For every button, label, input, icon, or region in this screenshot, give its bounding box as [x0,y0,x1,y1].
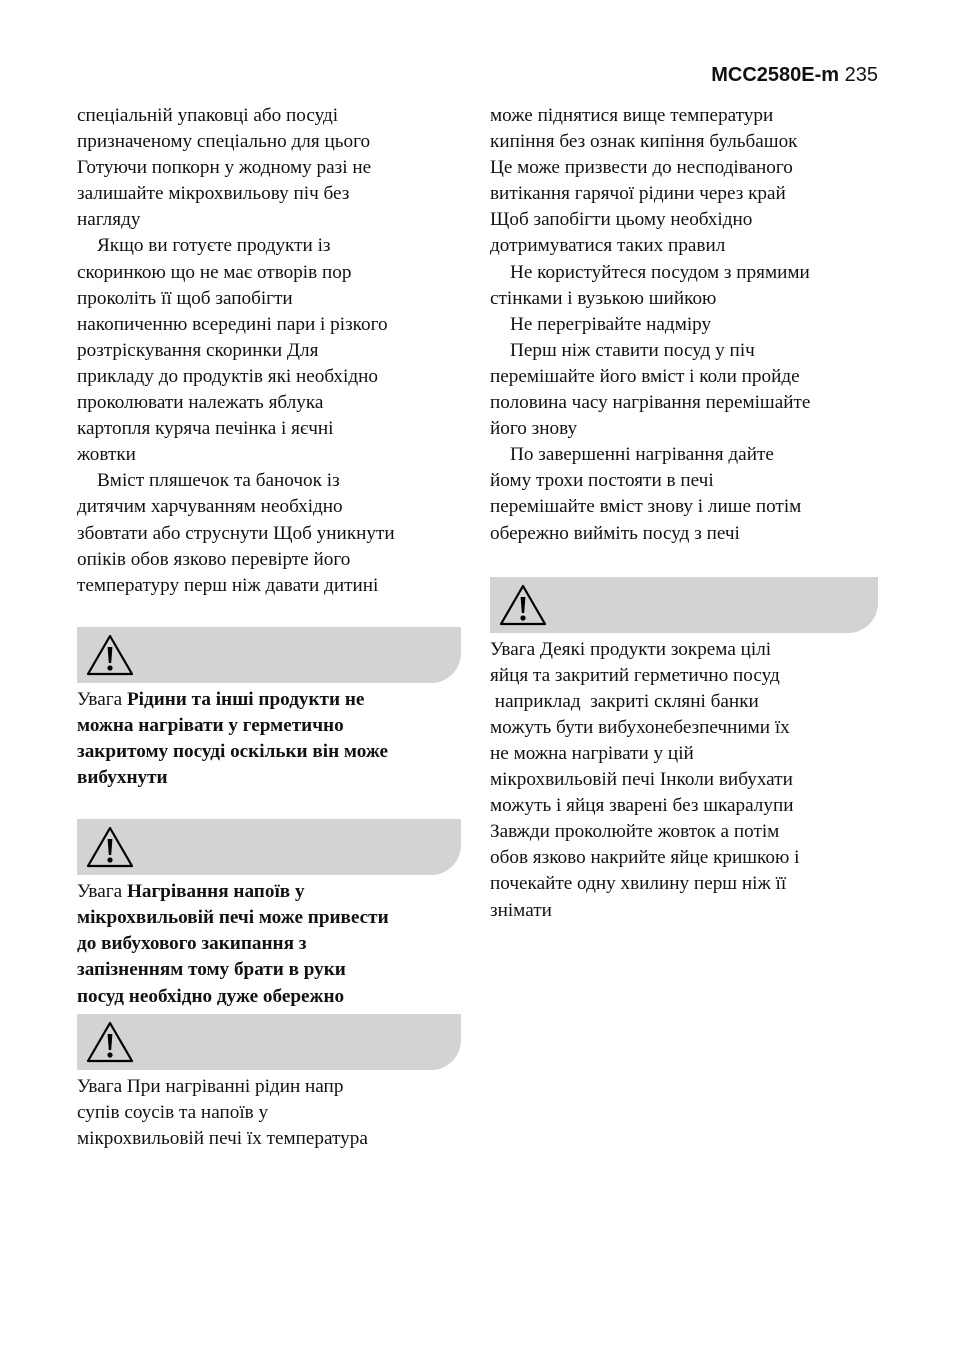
text-line: закритому посуді оскільки він може [77,740,389,762]
text-line: вибухнути [77,767,168,789]
text-line: проколювати належать яблука [77,392,324,414]
paragraph-superheating [490,103,880,260]
text-line: жовтки [77,444,136,466]
text-line: Вміст пляшечок та баночок із [97,470,340,492]
text-line: картопля куряча печінка і яєчні [77,418,334,440]
text-line: дотримуватися таких правил [490,235,726,257]
text-line: можуть і яйця зварені без шкаралупи [490,795,794,817]
text-line: супів соусів та напоїв у [77,1101,269,1123]
right-column [490,103,880,924]
text-line: Щоб запобігти цьому необхідно [490,209,753,231]
text-line: перемішайте його вміст і коли пройде [490,365,800,387]
warning-banner-bar [490,577,878,633]
warning-text: Рідини та інші продукти не [126,688,365,710]
text-line: до вибухового закипання з [77,933,307,955]
left-column [77,103,467,1152]
text-line: розтріскування скоринки Для [77,339,319,361]
text-line: дитячим харчуванням необхідно [77,496,343,518]
warning-prefix: Увага [77,688,127,710]
rule-straight-walls [490,260,880,312]
text-line: Не користуйтеся посудом з прямими [510,261,810,283]
text-line: половина часу нагрівання перемішайте [490,392,811,414]
text-line: Готуючи попкорн у жодному разі не [77,157,372,179]
model-number: MCC2580E-m [711,64,840,86]
warning-triangle-icon [498,583,548,627]
page-header [711,64,878,87]
text-line: не можна нагрівати у цій [490,742,694,764]
warning-text: Нагрівання напоїв у [126,881,305,903]
text-line: запізненням тому брати в руки [77,959,346,981]
text-line: мікрохвильовій печі може привести [77,907,389,929]
text-line: може піднятися вище температури [490,105,774,126]
paragraph-baby-food [77,468,467,598]
warning-banner [77,1014,461,1070]
text-line: стінками і вузькою шийкою [490,287,717,309]
warning-triangle-icon [85,825,135,869]
warning-liquid-temperature [77,1074,467,1152]
text-line: мікрохвильовій печі їх температура [77,1127,368,1149]
page-number: 235 [844,64,878,86]
text-line: йому трохи постояти в печі [490,470,714,492]
text-line: перемішайте вміст знову і лише потім [490,496,802,518]
warning-triangle-icon [85,1020,135,1064]
text-line: Завжди проколюйте жовток а потім [490,821,780,843]
text-line: накопиченню всередині пари і різкого [77,313,388,335]
rule-no-overheat [490,312,880,338]
text-line: збовтати або струснути Щоб уникнути [77,522,395,544]
text-line: Перш ніж ставити посуд у піч [510,339,755,361]
text-line: посуд необхідно дуже обережно [77,985,345,1007]
text-line: нагляду [77,209,141,231]
text-line: Якщо ви готуєте продукти із [97,235,331,257]
paragraph-packaging [77,103,467,233]
text-line: опіків обов язково перевірте його [77,548,351,570]
warning-banner [77,627,461,683]
text-line: можна нагрівати у герметично [77,714,344,736]
paragraph-skin-foods [77,233,467,468]
warning-prefix: Увага [77,881,127,903]
text-line: обережно вийміть посуд з печі [490,522,740,544]
text-line: спеціальній упаковці або посуді [77,105,339,126]
rule-stir [490,338,880,442]
text-line: призначеному спеціально для цього [77,131,371,153]
text-line: яйця та закритий герметично посуд [490,664,780,686]
text-line: залишайте мікрохвильову піч без [77,183,350,205]
text-line: можуть бути вибухонебезпечними їх [490,716,790,738]
text-line: Увага Деякі продукти зокрема цілі [490,638,772,660]
rule-let-stand [490,442,880,546]
text-line: скоринкою що не має отворів пор [77,261,352,283]
warning-banner [490,577,878,633]
text-line: витікання гарячої рідини через край [490,183,786,205]
text-line [77,879,467,905]
text-line: По завершенні нагрівання дайте [510,444,774,466]
text-line: Це може призвести до несподіваного [490,157,793,179]
warning-eggs [490,637,880,924]
warning-triangle-icon [85,633,135,677]
text-line: наприклад закриті скляні банки [490,690,759,712]
text-line: його знову [490,418,578,440]
warning-banner [77,819,461,875]
text-line: проколіть її щоб запобігти [77,287,293,309]
text-line: почекайте одну хвилину перш ніж її [490,873,787,895]
warning-delayed-boiling [77,879,467,1009]
text-line: Увага При нагріванні рідин напр [77,1075,344,1097]
text-line: Не перегрівайте надміру [510,313,712,335]
text-line: обов язково накрийте яйце кришкою і [490,847,800,869]
text-line: температуру перш ніж давати дитині [77,574,379,596]
text-line: кипіння без ознак кипіння бульбашок [490,131,798,153]
text-line [77,687,467,713]
text-line: прикладу до продуктів які необхідно [77,365,378,387]
text-line: знімати [490,899,552,921]
text-line: мікрохвильовій печі Інколи вибухати [490,769,793,791]
warning-sealed-containers [77,687,467,791]
